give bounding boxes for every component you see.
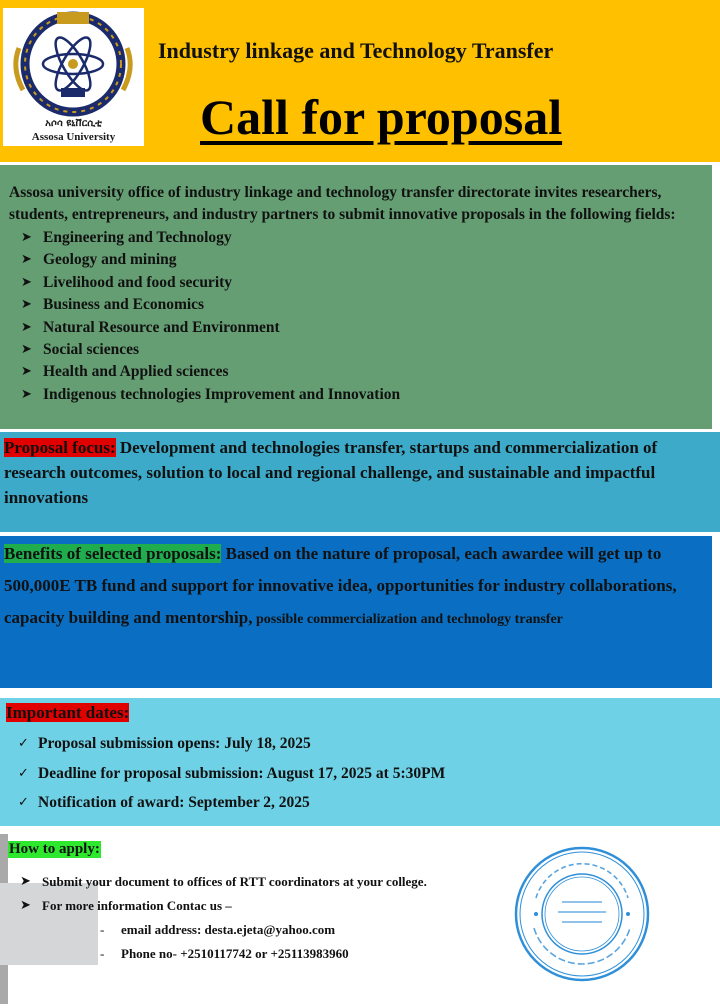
field-label: Social sciences [43, 341, 139, 359]
arrow-bullet-icon: ➤ [20, 874, 31, 889]
list-item [9, 294, 706, 316]
important-dates-section [0, 698, 720, 826]
intro-paragraph: Assosa university office of industry linkage and technology transfer directorate invites researchers, students, entrepreneurs, and industry partners to submit innovative proposals in the following fields: [9, 184, 676, 223]
list-item [9, 317, 706, 339]
list-item [6, 729, 714, 759]
intro-section [0, 165, 712, 429]
list-item [9, 227, 706, 249]
apply-title: How to apply: [9, 841, 100, 857]
logo-amharic-text: አሶሳ ዩኒቨርሲቲ [45, 118, 102, 129]
contact-phone [100, 942, 349, 966]
arrow-bullet-icon: ➤ [21, 252, 32, 268]
page-subtitle: Industry linkage and Technology Transfer [158, 38, 554, 63]
logo-english-text: Assosa University [31, 131, 116, 143]
page-title: Call for proposal [200, 89, 563, 145]
benefits-text: Based on the nature of proposal, each awardee will get up to 500,000E TB fund and support for innovative idea, opportunities for industry collaborations, capacity building and mentorship, [4, 544, 677, 627]
benefits-section [0, 536, 712, 688]
list-item [9, 361, 706, 383]
atom-emblem-icon [3, 8, 144, 120]
arrow-bullet-icon: ➤ [21, 386, 32, 402]
arrow-bullet-icon: ➤ [21, 319, 32, 335]
directorate-stamp-icon [512, 844, 652, 984]
header-banner [0, 0, 720, 162]
field-label: Livelihood and food security [43, 273, 233, 291]
arrow-bullet-icon: ➤ [21, 274, 32, 290]
field-label: Indigenous technologies Improvement and Innovation [43, 385, 401, 403]
arrow-bullet-icon: ➤ [21, 297, 32, 313]
focus-text: Development and technologies transfer, startups and commercialization of research outcomes, solution to local and regional challenge, and sustainable and impactful innovations [4, 438, 658, 507]
list-item [20, 870, 427, 894]
arrow-bullet-icon: ➤ [21, 364, 32, 380]
dates-title: Important dates: [6, 703, 130, 722]
step-label: For more information Contac us – [42, 898, 232, 913]
arrow-bullet-icon: ➤ [21, 230, 32, 245]
field-label: Business and Economics [43, 296, 205, 314]
field-label: Geology and mining [43, 251, 177, 269]
field-label: Engineering and Technology [43, 229, 232, 246]
arrow-bullet-icon: ➤ [20, 898, 31, 913]
list-item [20, 894, 427, 918]
arrow-bullet-icon: ➤ [21, 342, 32, 358]
step-label: Submit your document to offices of RTT coordinators at your college. [42, 874, 427, 889]
email-address[interactable]: email address: desta.ejeta@yahoo.com [121, 922, 336, 937]
fields-list [9, 227, 706, 406]
list-item [9, 384, 706, 406]
apply-steps-list [20, 870, 427, 918]
benefits-label: Benefits of selected proposals: [4, 544, 222, 563]
checkmark-icon: ✓ [18, 765, 29, 781]
contact-list [100, 918, 349, 966]
date-label: Notification of award: September 2, 2025 [38, 794, 310, 811]
dash-bullet: - [100, 922, 105, 937]
date-label: Proposal submission opens: July 18, 2025 [38, 735, 311, 752]
list-item [6, 788, 714, 818]
list-item [9, 339, 706, 361]
university-logo [3, 8, 144, 146]
checkmark-icon: ✓ [18, 736, 29, 751]
contact-email [100, 918, 349, 942]
list-item [9, 249, 706, 271]
benefits-text-small: possible commercialization and technology transfer [252, 612, 563, 627]
dates-list [6, 729, 714, 818]
checkmark-icon: ✓ [18, 795, 29, 810]
focus-paragraph [4, 435, 714, 510]
field-label: Natural Resource and Environment [43, 318, 280, 336]
focus-label: Proposal focus: [4, 438, 116, 457]
benefits-paragraph [4, 538, 708, 636]
list-item [6, 759, 714, 789]
dash-bullet: - [100, 946, 105, 961]
date-label: Deadline for proposal submission: August 17, 2025 at 5:30PM [38, 764, 446, 782]
phone-number[interactable]: Phone no- +2510117742 or +25113983960 [121, 946, 349, 961]
field-label: Health and Applied sciences [43, 363, 229, 381]
how-to-apply-section [0, 834, 720, 1008]
proposal-focus-section [0, 432, 720, 532]
list-item [9, 272, 706, 294]
